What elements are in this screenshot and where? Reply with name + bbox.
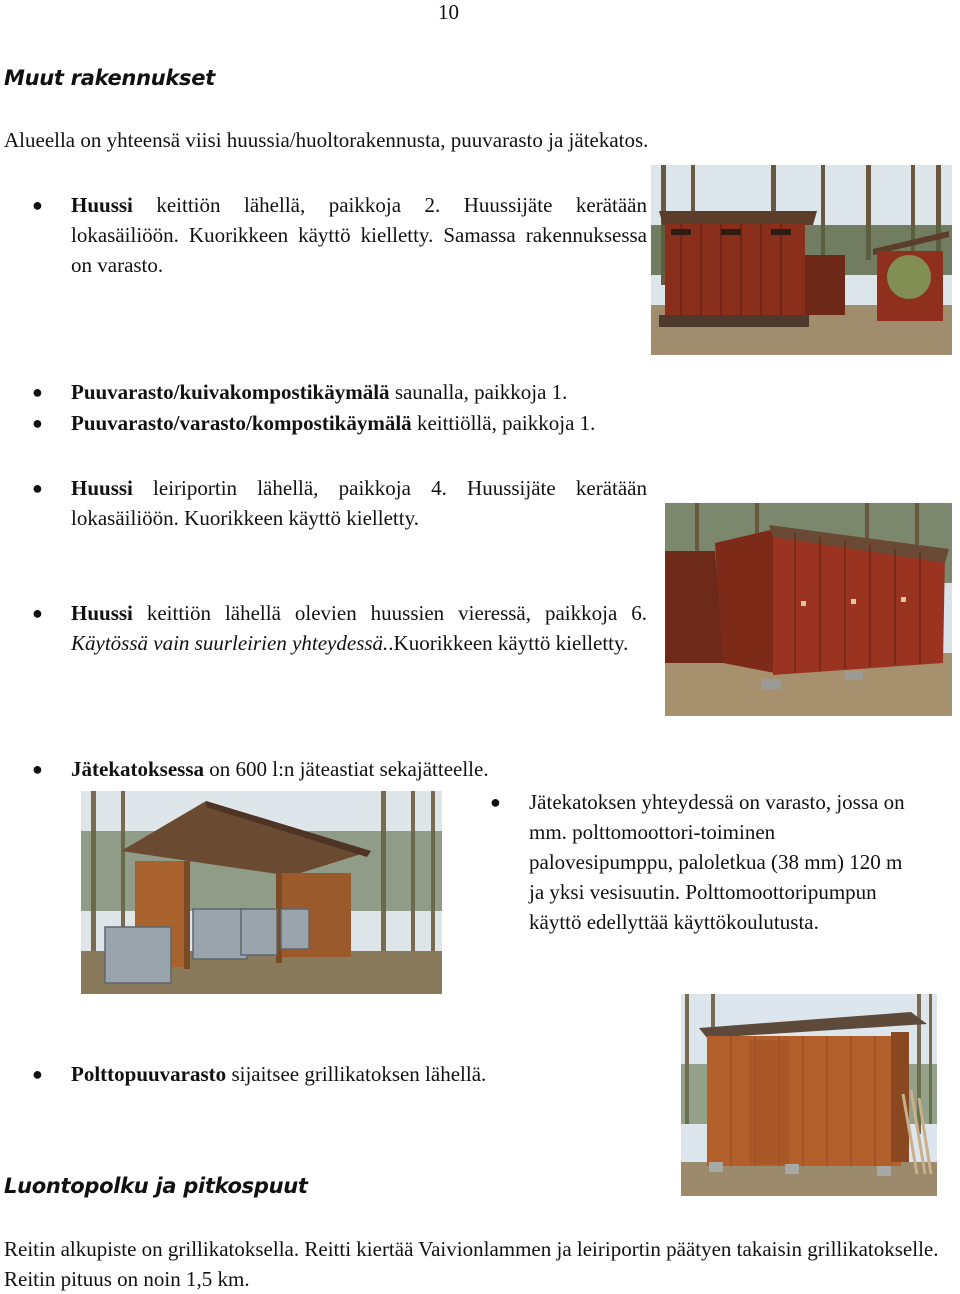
item-bold-label: Puuvarasto/kuivakompostikäymälä	[71, 380, 390, 404]
item-italic-note: Käytössä vain suurleirien yhteydessä.	[71, 631, 389, 655]
item-bold-label: Huussi	[71, 476, 133, 500]
bullet: ●	[32, 478, 43, 498]
item-bold-label: Huussi	[71, 601, 133, 625]
item-text: sijaitsee grillikatoksen lähellä.	[226, 1062, 487, 1086]
list-item	[32, 1059, 652, 1089]
page-number: 10	[438, 0, 459, 24]
bullet: ●	[490, 792, 501, 812]
section-heading-nature-trail: Luontopolku ja pitkospuut	[4, 1174, 308, 1198]
bullet: ●	[32, 603, 43, 623]
bullet: ●	[32, 382, 43, 402]
item-bold-label: Huussi	[71, 193, 133, 217]
list-item	[32, 473, 647, 535]
list-item	[32, 377, 732, 407]
list-item	[32, 754, 732, 784]
bullet: ●	[32, 413, 43, 433]
bullet: ●	[32, 195, 43, 215]
photo-waste-shelter	[81, 791, 442, 994]
item-bold-label: Puuvarasto/varasto/kompostikäymälä	[71, 411, 412, 435]
list-item	[32, 190, 647, 282]
list-item	[32, 598, 647, 690]
intro-paragraph: Alueella on yhteensä viisi huussia/huoltorakennusta, puuvarasto ja jätekatos.	[4, 128, 649, 152]
item-text: keittiön lähellä, paikkoja 2. Huussijäte kerätään lokasäiliöön. Kuorikkeen käyttö kielletty. Samassa rakennuksessa on varasto.	[71, 193, 647, 277]
item-text: leiriportin lähellä, paikkoja 4. Huussijäte kerätään lokasäiliöön. Kuorikkeen käyttö kielletty.	[71, 476, 647, 530]
item-text: saunalla, paikkoja 1.	[389, 380, 568, 404]
bullet: ●	[32, 1064, 43, 1084]
photo-outhouse-near-kitchen	[651, 165, 952, 355]
item-text: keittiöllä, paikkoja 1.	[411, 411, 596, 435]
photo-firewood-storage	[681, 994, 937, 1196]
item-text-continued: .Kuorikkeen käyttö kielletty.	[388, 631, 629, 655]
list-item	[32, 408, 752, 438]
item-bold-label: Jätekatoksessa	[71, 757, 205, 781]
list-item	[490, 787, 910, 969]
item-text: on 600 l:n jäteastiat sekajätteelle.	[204, 757, 489, 781]
item-text: keittiön lähellä olevien huussien vieressä, paikkoja 6.	[132, 601, 647, 625]
item-text: Jätekatoksen yhteydessä on varasto, jossa on mm. polttomoottori-toiminen palovesipumppu, paloletkua (38 mm) 120 m ja yksi vesisuutin. Polttomoottoripumpun käyttö edellyttää käyttökoulutusta.	[529, 790, 905, 934]
section-heading-other-buildings: Muut rakennukset	[4, 66, 215, 90]
photo-outhouse-row	[665, 503, 952, 716]
bullet: ●	[32, 759, 43, 779]
trail-paragraph: Reitin alkupiste on grillikatoksella. Reitti kiertää Vaivionlammen ja leiriportin päätyen takaisin grillikatokselle. Reitin pituus on noin 1,5 km.	[4, 1237, 939, 1291]
item-bold-label: Polttopuuvarasto	[71, 1062, 227, 1086]
